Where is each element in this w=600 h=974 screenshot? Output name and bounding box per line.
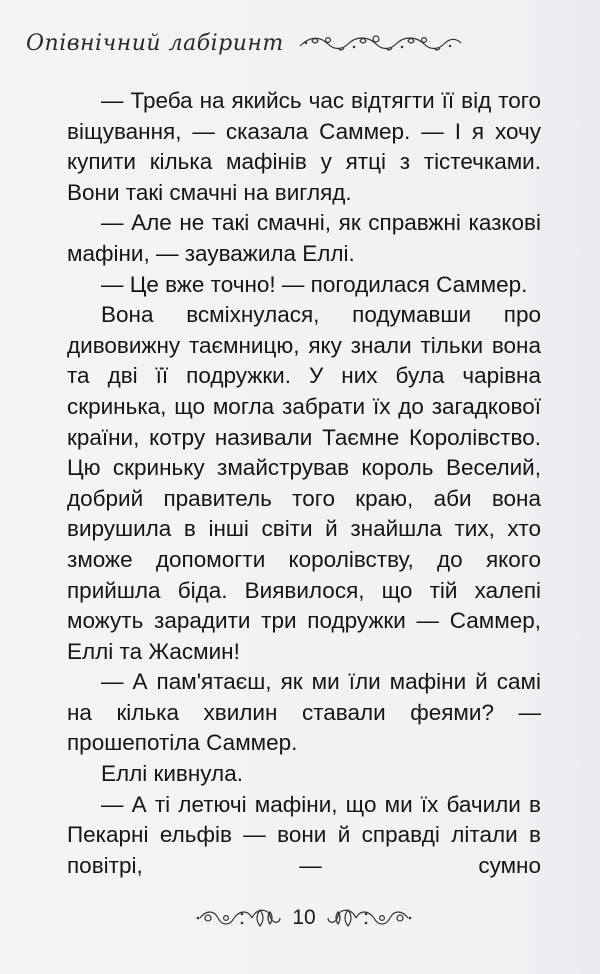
- page-footer: [0, 900, 600, 936]
- floral-ornament-icon: [298, 32, 463, 54]
- floral-ornament-icon: [196, 904, 282, 932]
- paragraph: — Треба на якийсь час відтягти її від того віщування, — сказала Саммер. — І я хочу купити кілька мафінів у ятці з тістечками. Вони такі смачні на вигляд.: [67, 88, 541, 205]
- page-number: 10: [292, 906, 316, 929]
- paragraph: — Це вже точно! — погодилася Саммер.: [101, 271, 528, 297]
- paragraph: — А ті летючі мафіни, що ми їх бачили в Пекарні ельфів — вони й справді літали в повітрі, — сумно: [67, 791, 541, 878]
- paragraph: — А пам'ятаєш, як ми їли мафіни й самі на кілька хвилин ставали феями? — прошепотіла Саммер.: [67, 669, 541, 756]
- paragraph: — Але не такі смачні, як справжні казкові мафіни, — зауважила Еллі.: [67, 210, 541, 266]
- running-title: Опівнічний лабіринт: [26, 30, 284, 56]
- body-text: [67, 86, 541, 881]
- paragraph: Вона всміхнулася, подумавши про дивовижну таємницю, яку знали тільки вона та дві її подружки. У них була чарівна скринька, що могла забрати їх до загадкової країни, котру називали Таємне Королівство. Цю скриньку змайстрував король Веселий, добрий правитель того краю, аби вона вирушила в інші світи й знайшла тих, хто зможе допомогти королівству, до якого прийшла біда. Виявилося, що тій халепі можуть зарадити три подружки — Саммер, Еллі та Жасмин!: [67, 302, 541, 664]
- running-header: [26, 26, 566, 60]
- floral-ornament-icon: [326, 904, 412, 932]
- paragraph: Еллі кивнула.: [101, 761, 243, 787]
